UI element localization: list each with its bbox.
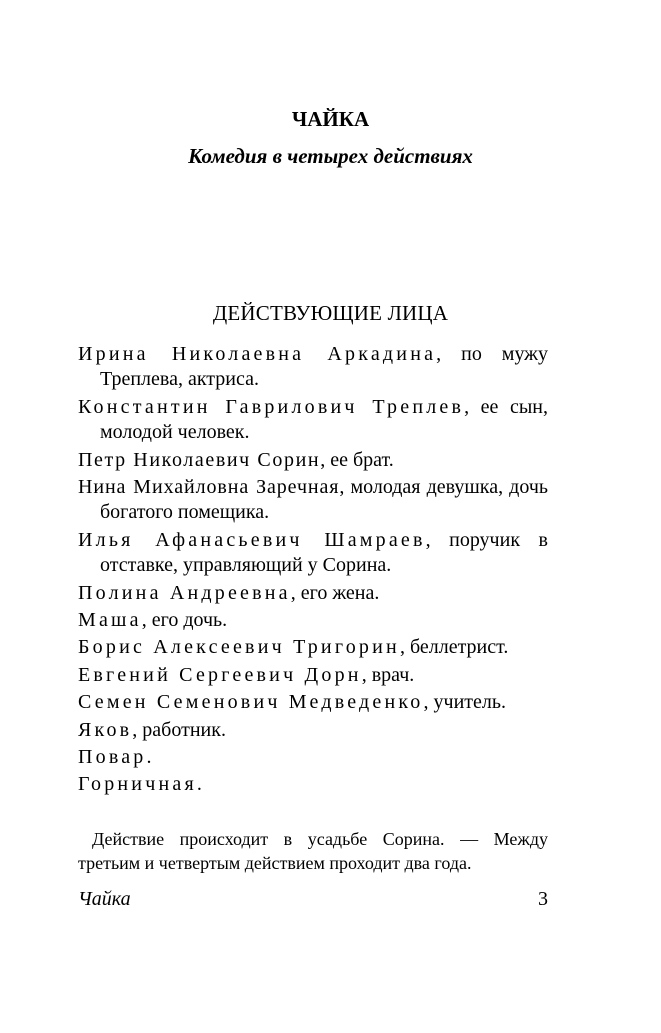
character-description: .: [146, 746, 152, 768]
play-title: ЧАЙКА: [291, 107, 370, 131]
cast-item-sorin: [78, 448, 548, 473]
character-name: Полина Андреевна: [78, 582, 291, 604]
character-description: , по мужу Треплева, актриса.: [100, 343, 548, 390]
cast-item-polina: [78, 581, 548, 606]
character-name: Яков: [78, 719, 133, 741]
character-name: Маша: [78, 609, 142, 631]
cast-item-dorn: [78, 663, 548, 688]
character-description: , его жена.: [290, 582, 380, 604]
cast-item-medvedenko: [78, 690, 548, 715]
cast-item-treplev: [78, 395, 548, 445]
character-description: , ее сын, молодой человек.: [100, 396, 548, 443]
character-name: Борис Алексеевич Тригорин: [78, 636, 400, 658]
character-name: Повар: [78, 746, 147, 768]
character-description: , его дочь.: [141, 609, 228, 631]
cast-item-arkadina: [78, 342, 548, 392]
setting-note: Действие происходит в усадьбе Сорина. — Между третьим и четвертым действием проходит два года.: [78, 829, 548, 873]
character-name: Петр Николаевич Сорин: [78, 449, 321, 471]
cast-heading: ДЕЙСТВУЮЩИЕ ЛИЦА: [212, 301, 449, 325]
cast-item-maid: [78, 772, 548, 797]
character-name: Нина Михайловна Заречная: [78, 476, 340, 498]
cast-item-trigorin: [78, 635, 548, 660]
character-description: , молодая девушка, дочь богатого помещика.: [100, 476, 548, 523]
running-title: Чайка: [78, 888, 131, 910]
character-description: , поручик в отставке, управляющий у Сорина.: [100, 529, 548, 576]
character-name: Горничная: [78, 773, 197, 795]
character-description: , учитель.: [423, 691, 506, 713]
character-name: Ирина Николаевна Аркадина: [78, 343, 437, 365]
cast-list: [78, 342, 548, 799]
character-description: , врач.: [361, 664, 415, 686]
cast-item-yakov: [78, 718, 548, 743]
cast-item-cook: [78, 745, 548, 770]
cast-item-masha: [78, 608, 548, 633]
character-name: Евгений Сергеевич Дорн: [78, 664, 362, 686]
play-subtitle: Комедия в четырех действиях: [188, 144, 473, 168]
cast-item-shamraev: [78, 528, 548, 578]
page-number: 3: [538, 888, 548, 910]
character-name: Семен Семенович Медведенко: [78, 691, 424, 713]
character-name: Константин Гаврилович Треплев: [78, 396, 465, 418]
character-description: , работник.: [132, 719, 226, 741]
cast-item-zarechnaya: [78, 475, 548, 525]
character-description: , беллетрист.: [399, 636, 509, 658]
character-description: .: [196, 773, 202, 795]
character-description: , ее брат.: [320, 449, 394, 471]
character-name: Илья Афанасьевич Шамраев: [78, 529, 426, 551]
